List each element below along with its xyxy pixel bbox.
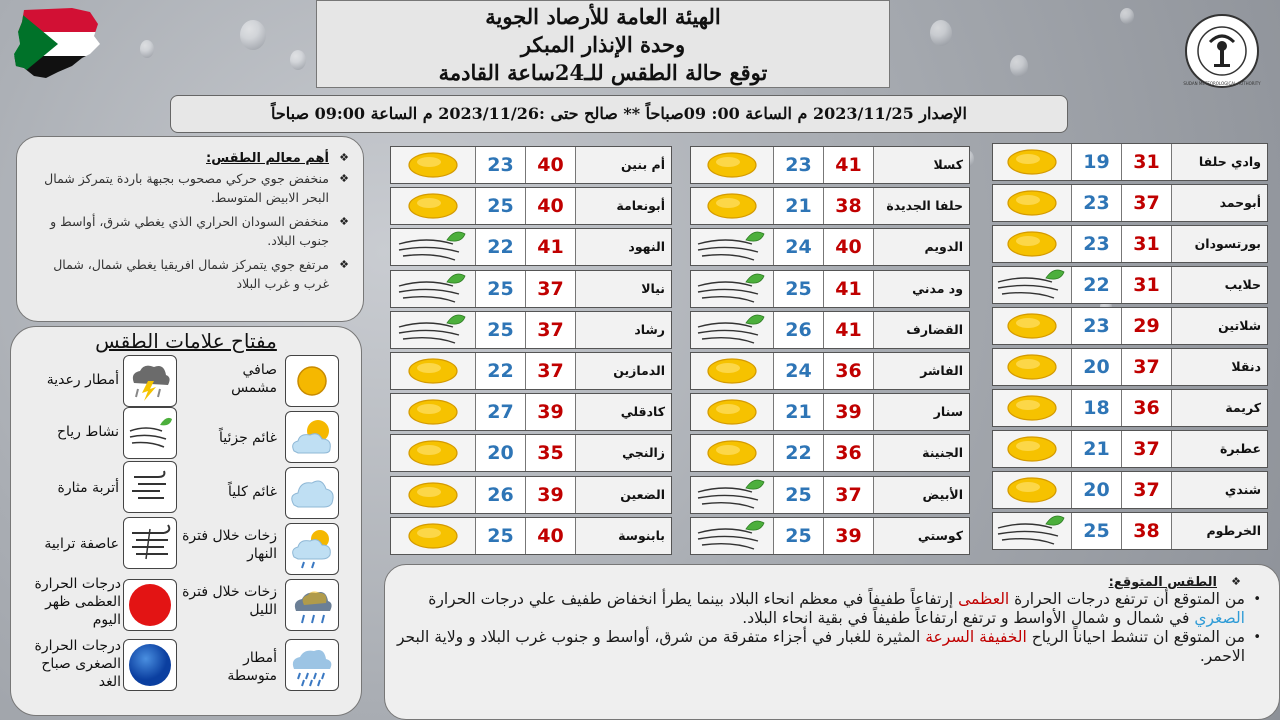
max-temp: 37 xyxy=(1121,185,1171,221)
city-name: الجنينة xyxy=(873,435,969,471)
max-temp: 41 xyxy=(823,271,873,307)
legend-label: صافي مشمس xyxy=(231,362,277,396)
sunny-icon xyxy=(391,518,475,554)
city-row xyxy=(992,307,1268,345)
cloudy-icon xyxy=(285,467,339,519)
min-temp: 22 xyxy=(1071,267,1121,303)
min-temp: 23 xyxy=(475,147,525,183)
min-temp: 22 xyxy=(773,435,823,471)
wind-icon xyxy=(691,229,773,265)
max-temp: 41 xyxy=(823,147,873,183)
city-name: النهود xyxy=(575,229,671,265)
city-row xyxy=(992,184,1268,222)
sunny-icon xyxy=(691,147,773,183)
city-name: شلاتين xyxy=(1171,308,1267,344)
city-name: بابنوسة xyxy=(575,518,671,554)
sunny-icon xyxy=(993,226,1071,262)
min-temp: 24 xyxy=(773,353,823,389)
city-row xyxy=(390,228,672,266)
sunny-icon xyxy=(391,147,475,183)
max-temp: 31 xyxy=(1121,144,1171,180)
sunny-icon xyxy=(691,188,773,224)
max-temp: 37 xyxy=(525,312,575,348)
header-title-box xyxy=(316,0,890,88)
min-temp: 19 xyxy=(1071,144,1121,180)
city-name: كريمة xyxy=(1171,390,1267,426)
min-temp: 20 xyxy=(1071,472,1121,508)
max-temp: 40 xyxy=(525,147,575,183)
wind-icon xyxy=(691,271,773,307)
city-row xyxy=(690,517,970,555)
day-showers-icon xyxy=(285,523,339,575)
bg-drop xyxy=(140,40,154,58)
city-name: أبوحمد xyxy=(1171,185,1267,221)
city-name: الدويم xyxy=(873,229,969,265)
min-temp: 21 xyxy=(773,394,823,430)
max-temp: 39 xyxy=(525,394,575,430)
city-name: كوستي xyxy=(873,518,969,554)
legend-label: غائم جزئياً xyxy=(218,430,277,446)
forecast-title: توقع حالة الطقس للـ24ساعة القادمة xyxy=(438,60,768,85)
city-row xyxy=(992,389,1268,427)
legend-label: عاصفة ترابية xyxy=(44,536,119,552)
sunny-icon xyxy=(993,185,1071,221)
wind-icon xyxy=(123,407,177,459)
city-name: عطبرة xyxy=(1171,431,1267,467)
features-title: ❖ أهم معالم الطقس: xyxy=(29,151,349,166)
wind-icon xyxy=(391,271,475,307)
min-temp: 21 xyxy=(1071,431,1121,467)
city-name: ود مدني xyxy=(873,271,969,307)
max-temp: 39 xyxy=(823,394,873,430)
wind-icon xyxy=(691,518,773,554)
city-name: الأبيض xyxy=(873,477,969,513)
forecast-text: من المتوقع ان تنشط احياناً الرياح xyxy=(1026,628,1245,646)
forecast-text: من المتوقع أن ترتفع درجات الحرارة xyxy=(1009,590,1245,608)
city-row xyxy=(390,270,672,308)
legend-label: أمطار رعدية xyxy=(46,372,119,388)
min-temp: 21 xyxy=(773,188,823,224)
max-temp: 36 xyxy=(1121,390,1171,426)
max-temp: 39 xyxy=(823,518,873,554)
max-temp: 40 xyxy=(525,518,575,554)
min-temp: 23 xyxy=(773,147,823,183)
min-temp: 22 xyxy=(475,229,525,265)
city-row xyxy=(992,143,1268,181)
max-temp: 39 xyxy=(525,477,575,513)
city-name: زالنجي xyxy=(575,435,671,471)
city-row xyxy=(690,352,970,390)
legend-label: زخات خلال فترة الليل xyxy=(182,584,277,618)
max-temp: 37 xyxy=(525,353,575,389)
max-temp: 38 xyxy=(1121,513,1171,549)
min-temp: 25 xyxy=(475,271,525,307)
city-row xyxy=(390,434,672,472)
city-name: وادي حلفا xyxy=(1171,144,1267,180)
city-name: أبونعامة xyxy=(575,188,671,224)
city-row xyxy=(690,146,970,184)
max-temp: 40 xyxy=(525,188,575,224)
weather-legend-panel xyxy=(10,326,362,716)
city-row xyxy=(992,225,1268,263)
thunderstorm-icon xyxy=(123,355,177,407)
sunny-icon xyxy=(993,308,1071,344)
max-temp: 41 xyxy=(525,229,575,265)
min-temp: 23 xyxy=(1071,308,1121,344)
min-temp: 20 xyxy=(475,435,525,471)
legend-label: درجات الحرارة الصغرى صباح الغد xyxy=(34,638,121,690)
sunny-icon xyxy=(993,472,1071,508)
dust-icon xyxy=(123,461,177,513)
city-row xyxy=(390,311,672,349)
sunny-icon xyxy=(993,431,1071,467)
min-temp: 18 xyxy=(1071,390,1121,426)
legend-label: أتربة مثارة xyxy=(57,480,119,496)
max-temp-icon xyxy=(123,579,177,631)
forecast-highlight-wind: الخفيفة السرعة xyxy=(925,628,1027,646)
forecast-highlight-max: العظمى xyxy=(958,590,1010,608)
min-temp: 25 xyxy=(475,312,525,348)
min-temp: 25 xyxy=(773,271,823,307)
sunny-icon xyxy=(993,390,1071,426)
max-temp: 37 xyxy=(1121,349,1171,385)
bg-drop xyxy=(1120,8,1134,24)
min-temp: 23 xyxy=(1071,226,1121,262)
sunny-icon xyxy=(391,188,475,224)
city-row xyxy=(390,517,672,555)
sunny-icon xyxy=(993,144,1071,180)
city-row xyxy=(690,270,970,308)
min-temp: 27 xyxy=(475,394,525,430)
min-temp-icon xyxy=(123,639,177,691)
min-temp: 23 xyxy=(1071,185,1121,221)
weather-features-panel xyxy=(16,136,364,322)
sudan-flag-map xyxy=(12,6,102,82)
city-row xyxy=(390,187,672,225)
city-name: نيالا xyxy=(575,271,671,307)
max-temp: 37 xyxy=(525,271,575,307)
city-row xyxy=(992,471,1268,509)
min-temp: 22 xyxy=(475,353,525,389)
city-name: رشاد xyxy=(575,312,671,348)
city-row xyxy=(992,348,1268,386)
meteorological-authority-logo xyxy=(1176,12,1268,90)
forecast-text: إرتفاعاً طفيفاً في معظم انحاء البلاد بينما يطرأ انخفاض طفيف علي درجات الحرارة xyxy=(428,590,959,608)
wind-icon xyxy=(391,229,475,265)
forecast-paragraph-temperature xyxy=(397,590,1263,628)
min-temp: 25 xyxy=(475,518,525,554)
max-temp: 31 xyxy=(1121,226,1171,262)
sunny-icon xyxy=(391,353,475,389)
city-name: الفاشر xyxy=(873,353,969,389)
city-name: بورتسودان xyxy=(1171,226,1267,262)
max-temp: 38 xyxy=(823,188,873,224)
min-temp: 25 xyxy=(475,188,525,224)
min-temp: 26 xyxy=(773,312,823,348)
legend-label: غائم كلياً xyxy=(227,484,277,500)
sunny-icon xyxy=(391,477,475,513)
wind-icon xyxy=(691,477,773,513)
forecast-paragraph-wind xyxy=(397,628,1263,666)
city-name: شندي xyxy=(1171,472,1267,508)
legend-label: نشاط رياح xyxy=(56,424,119,440)
city-name: دنقلا xyxy=(1171,349,1267,385)
max-temp: 40 xyxy=(823,229,873,265)
city-name: كسلا xyxy=(873,147,969,183)
bg-drop xyxy=(290,50,306,70)
svg-text:SUDAN METEOROLOGICAL AUTHORITY: SUDAN METEOROLOGICAL AUTHORITY xyxy=(1183,81,1261,86)
bg-drop xyxy=(1010,55,1028,77)
max-temp: 29 xyxy=(1121,308,1171,344)
city-name: سنار xyxy=(873,394,969,430)
min-temp: 25 xyxy=(773,518,823,554)
feature-item: ❖ منخفض جوي حركي مصحوب بجبهة باردة يتمركز شمال البحر الابيض المتوسط. xyxy=(29,169,349,207)
city-row xyxy=(690,187,970,225)
city-row xyxy=(992,266,1268,304)
city-row xyxy=(690,393,970,431)
min-temp: 25 xyxy=(1071,513,1121,549)
max-temp: 31 xyxy=(1121,267,1171,303)
min-temp: 25 xyxy=(773,477,823,513)
city-row xyxy=(390,476,672,514)
sunny-icon xyxy=(691,353,773,389)
sunny-icon xyxy=(391,394,475,430)
legend-label: أمطار متوسطة xyxy=(227,650,277,684)
city-name: حلفا الجديدة xyxy=(873,188,969,224)
min-temp: 24 xyxy=(773,229,823,265)
wind-icon xyxy=(691,312,773,348)
sunny-icon xyxy=(285,355,339,407)
city-name: الضعين xyxy=(575,477,671,513)
city-name: حلايب xyxy=(1171,267,1267,303)
max-temp: 37 xyxy=(1121,472,1171,508)
forecast-text: في شمال و شمال الأواسط و ترتفع ارتفاعاً طفيفاً في بقية انحاء البلاد. xyxy=(742,609,1195,627)
city-name: الدمازين xyxy=(575,353,671,389)
max-temp: 36 xyxy=(823,435,873,471)
expected-weather-panel xyxy=(384,564,1280,720)
wind-icon xyxy=(993,267,1071,303)
wind-icon xyxy=(391,312,475,348)
sunny-icon xyxy=(691,435,773,471)
forecast-highlight-min: الصغري xyxy=(1194,609,1245,627)
moderate-rain-icon xyxy=(285,639,339,691)
city-row xyxy=(992,430,1268,468)
sunny-icon xyxy=(993,349,1071,385)
sunny-icon xyxy=(391,435,475,471)
night-showers-icon xyxy=(285,579,339,631)
wind-icon xyxy=(993,513,1071,549)
city-row xyxy=(690,311,970,349)
city-row xyxy=(690,476,970,514)
max-temp: 35 xyxy=(525,435,575,471)
dust-storm-icon xyxy=(123,517,177,569)
bg-drop xyxy=(240,20,266,50)
min-temp: 26 xyxy=(475,477,525,513)
legend-title: مفتاح علامات الطقس xyxy=(95,329,277,353)
city-row xyxy=(690,228,970,266)
city-name: كادقلي xyxy=(575,394,671,430)
city-row xyxy=(690,434,970,472)
max-temp: 37 xyxy=(1121,431,1171,467)
feature-item: ❖ مرتفع جوي يتمركز شمال افريقيا يغطي شمال، شمال غرب و غرب البلاد xyxy=(29,255,349,293)
city-name: أم بنين xyxy=(575,147,671,183)
expected-weather-title: ❖ الطقس المتوقع: xyxy=(397,575,1257,590)
legend-label: زخات خلال فترة النهار xyxy=(182,528,277,562)
unit-title: وحدة الإنذار المبكر xyxy=(520,32,686,57)
city-row xyxy=(390,393,672,431)
city-row xyxy=(992,512,1268,550)
max-temp: 37 xyxy=(823,477,873,513)
bg-drop xyxy=(930,20,952,46)
city-row xyxy=(390,352,672,390)
city-row xyxy=(390,146,672,184)
max-temp: 41 xyxy=(823,312,873,348)
sunny-icon xyxy=(691,394,773,430)
issue-validity-bar: الإصدار 2023/11/25 م الساعة 00: 09صباحاً ** صالح حتى :2023/11/26 م الساعة 09:00 صباحاً xyxy=(170,95,1068,133)
max-temp: 36 xyxy=(823,353,873,389)
authority-title: الهيئة العامة للأرصاد الجوية xyxy=(485,4,721,29)
city-name: الخرطوم xyxy=(1171,513,1267,549)
feature-item: ❖ منخفض السودان الحراري الذي يغطي شرق، أواسط و جنوب البلاد. xyxy=(29,212,349,250)
forecast-text: المثيرة للغبار في أجزاء متفرقة من شرق، أواسط و جنوب غرب البلاد و ولاية البحر الاحمر. xyxy=(397,628,1245,665)
partly-cloudy-icon xyxy=(285,411,339,463)
city-name: القضارف xyxy=(873,312,969,348)
legend-label: درجات الحرارة العظمى ظهر اليوم xyxy=(34,576,121,628)
min-temp: 20 xyxy=(1071,349,1121,385)
